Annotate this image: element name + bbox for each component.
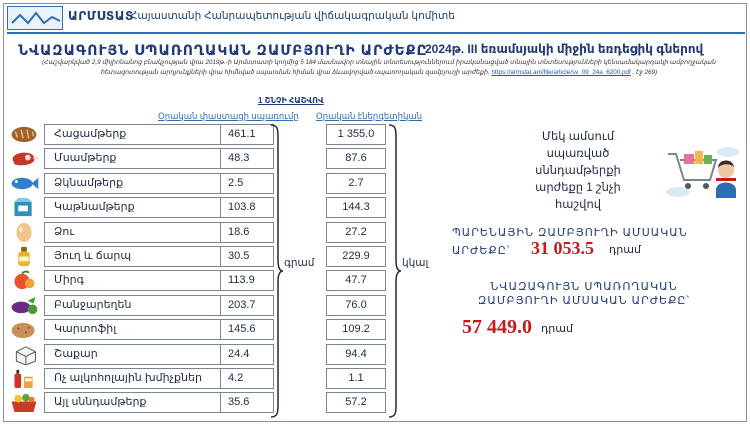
kcal-value: 2.7 [326, 173, 386, 194]
min-basket-value: 57 449.0 [462, 316, 532, 338]
food-basket-label: ՊԱՐԵՆԱՅԻՆ ԶԱՄԲՅՈՒՂԻ ԱՄՍԱԿԱՆ [452, 227, 688, 239]
kcal-brace [388, 124, 402, 418]
kcal-value: 57.2 [326, 392, 386, 413]
grams-value: 48.3 [220, 148, 274, 169]
caption-line: հաշվով [554, 199, 602, 211]
egg-icon [8, 222, 40, 243]
table-row [8, 148, 408, 169]
food-category-name: Ձու [44, 222, 225, 243]
food-category-name: Միրգ [44, 270, 225, 291]
grams-value: 2.5 [220, 173, 274, 194]
armstat-logo-icon [7, 6, 63, 30]
food-category-name: Շաքար [44, 344, 225, 365]
shopping-cart-icon [664, 140, 742, 202]
min-basket-unit: դրամ [541, 323, 573, 335]
grams-value: 203.7 [220, 295, 274, 316]
table-row [8, 173, 408, 194]
column-header-consumption: Օրական փաստացի սպառումը [158, 111, 299, 121]
food-category-name: Այլ սննդամթերք [44, 392, 225, 413]
grams-value: 18.6 [220, 222, 274, 243]
fruit-icon [8, 270, 40, 291]
min-basket-label-line: ՆՎԱԶԱԳՈՒՅՆ ՍՊԱՌՈՂԱԿԱՆ [490, 281, 678, 293]
logo-text: ԱՐՄՍՏԱՏ [68, 9, 134, 23]
food-category-name: Հացամթերք [44, 124, 225, 145]
caption-line: Մեկ ամսում [541, 131, 615, 143]
table-row [8, 124, 408, 145]
grams-value: 103.8 [220, 197, 274, 218]
milk-icon [8, 197, 40, 218]
kcal-value: 144.3 [326, 197, 386, 218]
kcal-value: 109.2 [326, 319, 386, 340]
table-row [8, 295, 408, 316]
methodology-note [18, 58, 740, 78]
table-row [8, 344, 408, 365]
grams-value: 113.9 [220, 270, 274, 291]
kcal-value: 76.0 [326, 295, 386, 316]
food-category-name: Կարտոֆիլ [44, 319, 225, 340]
table-row [8, 222, 408, 243]
groceries-icon [8, 392, 40, 413]
fish-icon [8, 173, 40, 194]
grams-value: 145.6 [220, 319, 274, 340]
min-basket-label-line: ԶԱՄԲՅՈՒՂԻ ԱՄՍԱԿԱՆ ԱՐԺԵՔԸ՝ [477, 295, 691, 307]
kcal-value: 229.9 [326, 246, 386, 267]
header-divider [7, 32, 745, 34]
food-basket-label-2: ԱՐԺԵՔԸ՝ [452, 245, 511, 257]
caption-line: սննդամթերքի [535, 165, 621, 177]
table-row [8, 392, 408, 413]
food-category-name: Կաթնամթերք [44, 197, 225, 218]
kcal-unit-label: կկալ [402, 257, 429, 269]
food-category-name: Բանջարեղեն [44, 295, 225, 316]
caption-line: սպառված [546, 148, 610, 160]
grams-value: 30.5 [220, 246, 274, 267]
bread-icon [8, 124, 40, 145]
monthly-value-caption [524, 129, 632, 214]
grams-value: 4.2 [220, 368, 274, 389]
food-category-name: Յուղ և ճարպ [44, 246, 225, 267]
kcal-value: 47.7 [326, 270, 386, 291]
note-page-ref: , էջ 269) [632, 69, 658, 76]
meat-icon [8, 148, 40, 169]
kcal-value: 1 355.0 [326, 124, 386, 145]
org-name: Հայաստանի Հանրապետության վիճակագրական կոմիտե [130, 10, 455, 22]
sugar-icon [8, 344, 40, 365]
grams-unit-label: գրամ [284, 257, 315, 269]
kcal-value: 27.2 [326, 222, 386, 243]
page-period: 2024թ. III եռամսյակի միջին եռդեցիկ գներով [425, 42, 704, 56]
food-basket-value: 31 053.5 [531, 238, 594, 258]
food-category-name: Ոչ ալկոհոլային խմիչքներ [44, 368, 225, 389]
potato-icon [8, 319, 40, 340]
table-row [8, 197, 408, 218]
column-header-calories: Օրական էներգետիկան [316, 111, 423, 121]
grams-brace [270, 124, 284, 418]
kcal-value: 1.1 [326, 368, 386, 389]
table-row [8, 319, 408, 340]
grams-value: 35.6 [220, 392, 274, 413]
source-link[interactable]: https://armstat.am/file/article/sv_09_24a_6200.pdf [491, 69, 631, 76]
table-row [8, 246, 408, 267]
food-category-name: Ձկնամթերք [44, 173, 225, 194]
table-row [8, 368, 408, 389]
grams-value: 461.1 [220, 124, 274, 145]
grams-value: 24.4 [220, 344, 274, 365]
oil-icon [8, 246, 40, 267]
note-text: (Հաշվարկված 2,9 միլիոնանոց բնակչության վրա 2019թ.-ի Արմստատի կողմից 5 184 մասնավոր տնային տնտեսություններում իրականացված տնային տնտեսությունների կենսամակարդակի ամբողջական հետազոտության արդյունքների վրա հիմնված սպառման հիման վրա ձևավորված սպառողական զամբյուղի արժեքի. [42, 59, 716, 76]
drinks-icon [8, 368, 40, 389]
min-basket-label [469, 280, 699, 308]
page-title: ՆՎԱԶԱԳՈՒՅՆ ՍՊԱՌՈՂԱԿԱՆ ԶԱՄԲՅՈՒՂԻ ԱՐԺԵՔԸ [18, 42, 428, 58]
table-row [8, 270, 408, 291]
caption-line: արժեքը 1 շնչի [535, 182, 621, 194]
food-basket-unit: դրամ [609, 244, 641, 256]
kcal-value: 87.6 [326, 148, 386, 169]
per-capita-heading: 1 ՇՆՉԻ ՀԱՇՎՈՎ [258, 96, 324, 105]
vegetable-icon [8, 295, 40, 316]
kcal-value: 94.4 [326, 344, 386, 365]
food-category-name: Մսամթերք [44, 148, 225, 169]
